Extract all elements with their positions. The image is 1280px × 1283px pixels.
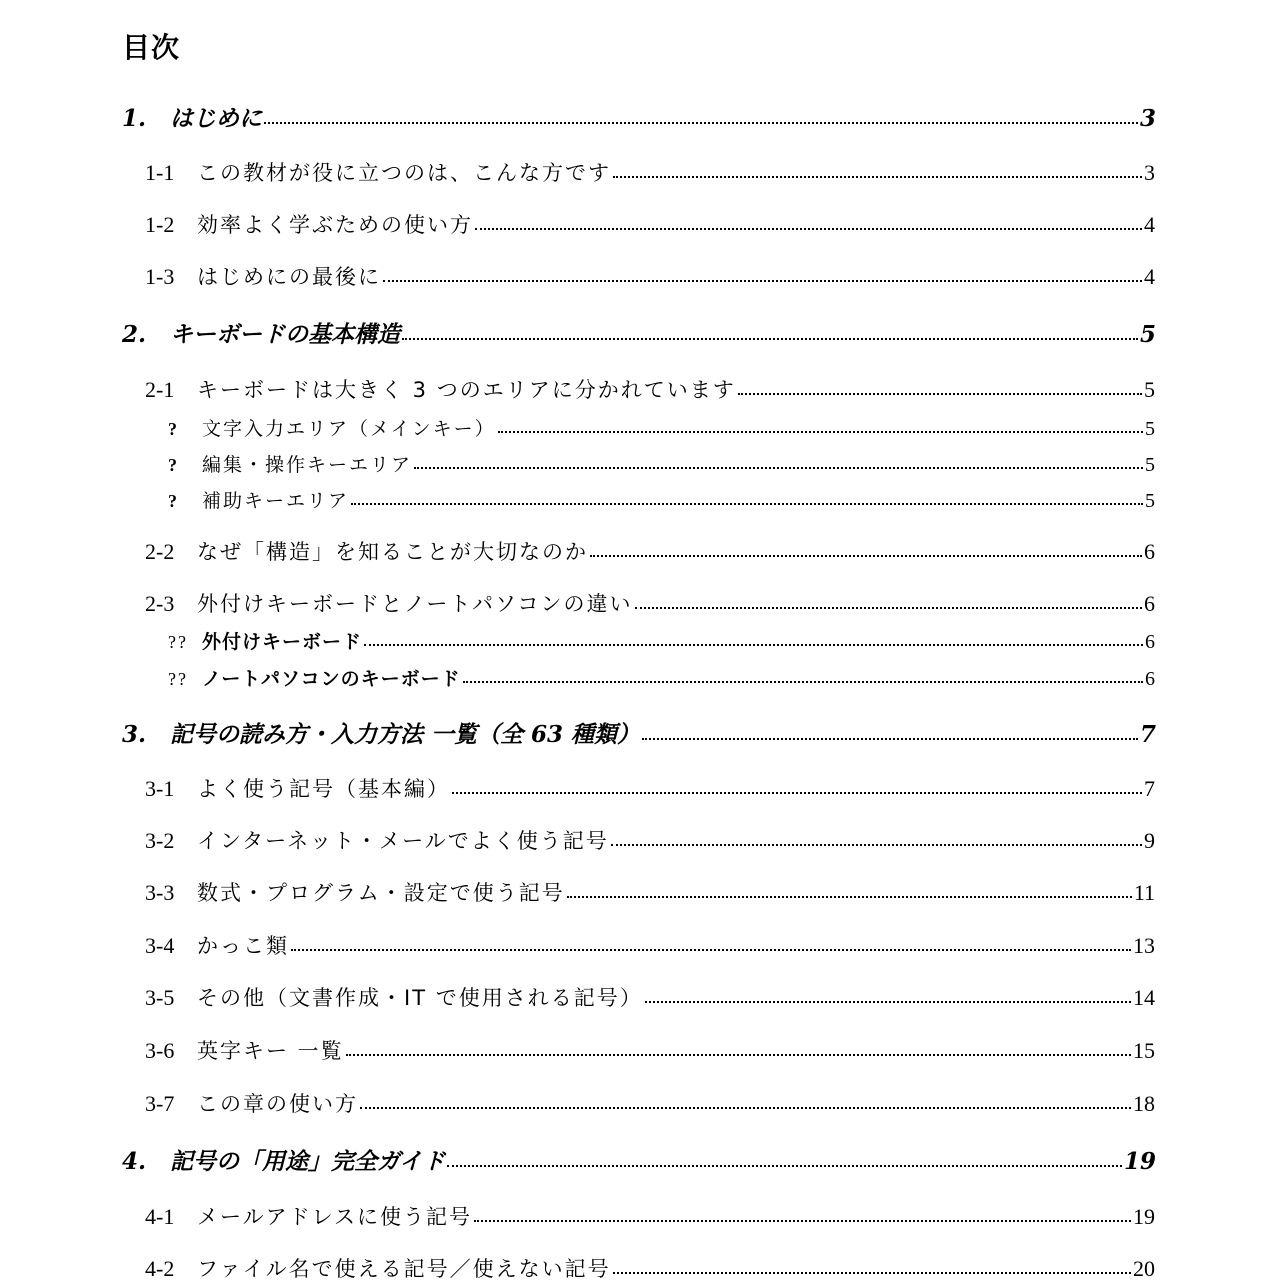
- toc-entry-section-2[interactable]: [122, 316, 1156, 349]
- toc-entry-label: はじめに: [170, 105, 262, 132]
- toc-entry-label: キーボードの基本構造: [170, 321, 400, 348]
- toc-entry-page: 5: [1139, 321, 1156, 348]
- toc-entry-number: ??: [168, 669, 188, 689]
- toc-entry-page: 11: [1133, 880, 1155, 905]
- toc-entry-2-3-b[interactable]: [168, 664, 1155, 691]
- dot-leader: [351, 503, 1143, 505]
- toc-entry-2-3[interactable]: [145, 588, 1155, 618]
- toc-entry-3-6[interactable]: [145, 1035, 1155, 1065]
- dot-leader: [635, 607, 1142, 609]
- toc-entry-number: 3.: [122, 721, 147, 748]
- dot-leader: [360, 1107, 1131, 1109]
- dot-leader: [613, 176, 1142, 178]
- toc-entry-label: よく使う記号（基本編）: [197, 777, 450, 801]
- toc-entry-4-2[interactable]: [145, 1253, 1155, 1283]
- toc-entry-page: 18: [1133, 1091, 1155, 1116]
- toc-entry-page: 15: [1133, 1038, 1155, 1063]
- toc-entry-number: ?: [168, 455, 177, 475]
- toc-entry-number: ?: [168, 491, 177, 511]
- toc-entry-section-1[interactable]: [122, 100, 1156, 133]
- toc-entry-page: 19: [1123, 1148, 1156, 1175]
- toc-entry-page: 6: [1145, 631, 1155, 653]
- toc-entry-label: ノートパソコンのキーボード: [202, 668, 461, 690]
- toc-entry-number: 1-2: [145, 212, 175, 237]
- dot-leader: [414, 467, 1143, 469]
- toc-entry-number: ??: [168, 632, 188, 652]
- toc-entry-4-1[interactable]: [145, 1201, 1155, 1231]
- dot-leader: [611, 844, 1142, 846]
- dot-leader: [291, 949, 1131, 951]
- toc-entry-label: 記号の「用途」完全ガイド: [170, 1148, 446, 1175]
- dot-leader: [364, 644, 1143, 646]
- toc-entry-page: 13: [1133, 933, 1155, 958]
- toc-entry-3-3[interactable]: [145, 877, 1155, 907]
- dot-leader: [645, 1001, 1131, 1003]
- toc-entry-page: 5: [1145, 418, 1155, 440]
- toc-entry-1-1[interactable]: [145, 157, 1155, 187]
- toc-entry-number: 4-1: [145, 1204, 175, 1229]
- toc-entry-3-1[interactable]: [145, 773, 1155, 803]
- toc-entry-number: 3-3: [145, 880, 175, 905]
- toc-entry-page: 6: [1144, 591, 1155, 616]
- toc-entry-number: ?: [168, 419, 177, 439]
- dot-leader: [402, 338, 1138, 340]
- toc-entry-number: 1.: [122, 105, 147, 132]
- toc-entry-label: この章の使い方: [197, 1092, 358, 1116]
- dot-leader: [474, 1220, 1131, 1222]
- toc-entry-number: 2-3: [145, 591, 175, 616]
- dot-leader: [613, 1272, 1131, 1274]
- dot-leader: [447, 1165, 1122, 1167]
- toc-entry-label: なぜ「構造」を知ることが大切なのか: [197, 540, 588, 564]
- toc-entry-page: 20: [1133, 1256, 1155, 1281]
- dot-leader: [642, 738, 1138, 740]
- toc-entry-page: 5: [1145, 490, 1155, 512]
- toc-entry-page: 7: [1139, 721, 1156, 748]
- toc-entry-label: 文字入力エリア（メインキー）: [202, 418, 496, 440]
- toc-entry-number: 3-7: [145, 1091, 175, 1116]
- toc-entry-2-2[interactable]: [145, 536, 1155, 566]
- page-title: 目次: [122, 31, 181, 64]
- dot-leader: [567, 896, 1132, 898]
- toc-entry-page: 5: [1144, 377, 1155, 402]
- toc-entry-label: 外付けキーボードとノートパソコンの違い: [197, 592, 633, 616]
- toc-entry-3-4[interactable]: [145, 930, 1155, 960]
- dot-leader: [264, 122, 1138, 124]
- toc-entry-number: 3-5: [145, 985, 175, 1010]
- toc-entry-label: はじめにの最後に: [197, 265, 381, 289]
- dot-leader: [498, 431, 1143, 433]
- toc-entry-2-1[interactable]: [145, 374, 1155, 404]
- dot-leader: [346, 1054, 1131, 1056]
- toc-entry-3-5[interactable]: [145, 982, 1155, 1012]
- toc-entry-label: 英字キー 一覧: [197, 1039, 344, 1063]
- dot-leader: [463, 681, 1143, 683]
- toc-entry-page: 6: [1145, 668, 1155, 690]
- toc-entry-page: 3: [1144, 160, 1155, 185]
- toc-entry-number: 3-6: [145, 1038, 175, 1063]
- toc-entry-label: 編集・操作キーエリア: [202, 454, 413, 476]
- toc-entry-label: かっこ類: [197, 934, 289, 958]
- dot-leader: [452, 792, 1142, 794]
- dot-leader: [475, 228, 1142, 230]
- toc-entry-label: この教材が役に立つのは、こんな方です: [197, 161, 611, 185]
- toc-entry-label: ファイル名で使える記号／使えない記号: [197, 1257, 611, 1281]
- toc-entry-label: インターネット・メールでよく使う記号: [197, 829, 609, 853]
- toc-entry-page: 5: [1145, 454, 1155, 476]
- toc-entry-number: 3-1: [145, 776, 175, 801]
- toc-entry-page: 6: [1144, 539, 1155, 564]
- toc-entry-number: 4-2: [145, 1256, 175, 1281]
- toc-entry-2-1-a[interactable]: [168, 414, 1155, 441]
- toc-entry-number: 2-1: [145, 377, 175, 402]
- toc-entry-2-1-b[interactable]: [168, 450, 1155, 477]
- dot-leader: [738, 393, 1142, 395]
- toc-entry-2-3-a[interactable]: [168, 627, 1155, 654]
- toc-entry-number: 3-2: [145, 828, 175, 853]
- toc-entry-label: 数式・プログラム・設定で使う記号: [197, 881, 565, 905]
- toc-entry-number: 1-1: [145, 160, 175, 185]
- toc-entry-section-4[interactable]: [122, 1143, 1156, 1176]
- toc-entry-section-3[interactable]: [122, 716, 1156, 749]
- toc-entry-page: 7: [1144, 776, 1155, 801]
- toc-entry-number: 2.: [122, 321, 147, 348]
- dot-leader: [383, 280, 1142, 282]
- toc-entry-page: 9: [1144, 828, 1155, 853]
- toc-entry-label: 効率よく学ぶための使い方: [197, 213, 473, 237]
- toc-entry-3-7[interactable]: [145, 1088, 1155, 1118]
- dot-leader: [590, 555, 1142, 557]
- toc-entry-1-3[interactable]: [145, 261, 1155, 291]
- toc-entry-label: 記号の読み方・入力方法 一覧（全 63 種類）: [170, 721, 641, 748]
- toc-entry-page: 4: [1144, 212, 1155, 237]
- toc-entry-label: その他（文書作成・IT で使用される記号）: [197, 986, 643, 1010]
- toc-entry-label: 補助キーエリア: [202, 490, 350, 512]
- toc-entry-page: 19: [1133, 1204, 1155, 1229]
- toc-entry-label: メールアドレスに使う記号: [197, 1205, 472, 1229]
- toc-entry-3-2[interactable]: [145, 825, 1155, 855]
- toc-entry-page: 3: [1139, 105, 1156, 132]
- toc-entry-number: 2-2: [145, 539, 175, 564]
- toc-entry-2-1-c[interactable]: [168, 486, 1155, 513]
- toc-entry-page: 14: [1133, 985, 1155, 1010]
- toc-entry-label: キーボードは大きく 3 つのエリアに分かれています: [197, 378, 736, 402]
- toc-entry-page: 4: [1144, 264, 1155, 289]
- toc-entry-number: 3-4: [145, 933, 175, 958]
- toc-entry-1-2[interactable]: [145, 209, 1155, 239]
- toc-entry-label: 外付けキーボード: [202, 631, 363, 653]
- toc-entry-number: 1-3: [145, 264, 175, 289]
- toc-entry-number: 4.: [122, 1148, 147, 1175]
